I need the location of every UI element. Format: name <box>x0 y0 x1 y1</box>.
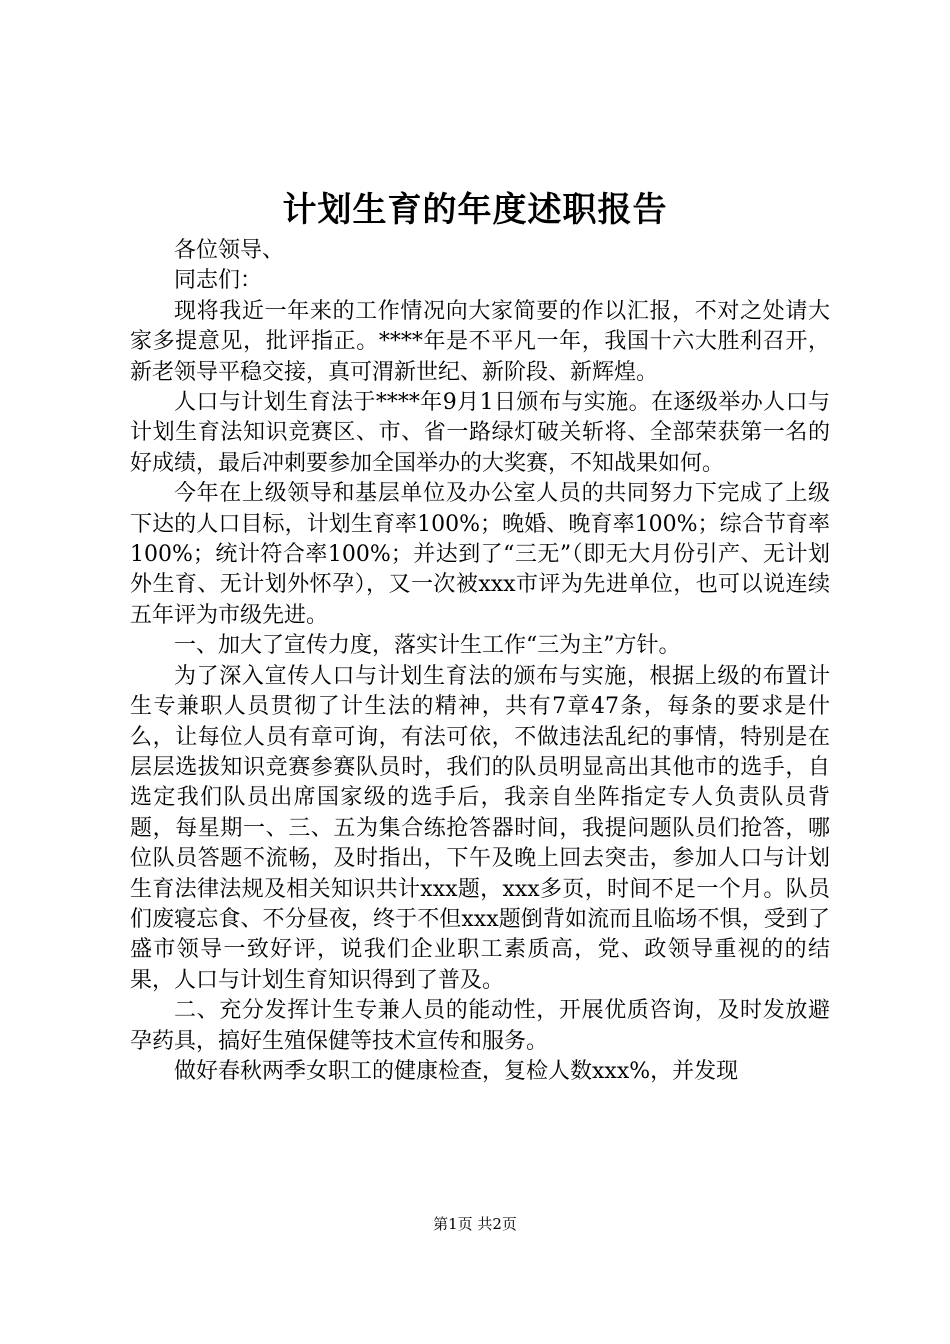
salutation-line-2: 同志们： <box>174 268 263 294</box>
section-heading-1: 一、加大了宣传力度，落实计生工作“三为主”方针。 <box>174 633 681 659</box>
document-body <box>130 236 830 1087</box>
paragraph-law: 人口与计划生育法于****年9月1日颁布与实施。在逐级举办人口与计划生育法知识竞赛区、市、省一路绿灯破关斩将、全部荣获第一名的好成绩，最后冲刺要参加全国举办的大奖赛，不知战果如何。 <box>130 390 830 476</box>
page-footer: 第1页 共2页 <box>433 1215 517 1233</box>
paragraph-health-check: 做好春秋两季女职工的健康检查，复检人数xxx%，并发现 <box>174 1058 739 1084</box>
paragraph-intro: 现将我近一年来的工作情况向大家简要的作以汇报，不对之处请大家多提意见，批评指正。****年是不平凡一年，我国十六大胜利召开，新老领导平稳交接，真可渭新世纪、新阶段、新辉煌。 <box>130 298 830 385</box>
paragraph-achievements: 今年在上级领导和基层单位及办公室人员的共同努力下完成了上级下达的人口目标，计划生育率100%；晚婚、晚育率100%；综合节育率100%；统计符合率100%；并达到了“三无”（即无大月份引产、无计划外生育、无计划外怀孕），又一次被xxx市评为先进单位，也可以说连续五年评为市级先进。 <box>130 481 830 628</box>
section-heading-2: 二、充分发挥计生专兼人员的能动性，开展优质咨询，及时发放避孕药具，搞好生殖保健等技术宣传和服务。 <box>130 998 830 1054</box>
paragraph-publicity: 为了深入宣传人口与计划生育法的颁布与实施，根据上级的布置计生专兼职人员贯彻了计生法的精神，共有7章47条，每条的要求是什么，让每位人员有章可询，有法可依，不做违法乱纪的事情，特别是在层层选拔知识竞赛参赛队员时，我们的队员明显高出其他市的选手，自选定我们队员出席国家级的选手后，我亲自坐阵指定专人负责队员背题，每星期一、三、五为集合练抢答器时间，我提问题队员们抢答，哪位队员答题不流畅，及时指出，下午及晚上回去突击，参加人口与计划生育法律法规及相关知识共计xxx题，xxx多页，时间不足一个月。队员们废寝忘食、不分昼夜，终于不但xxx题倒背如流而且临场不惧，受到了盛市领导一致好评，说我们企业职工素质高，党、政领导重视的的结果，人口与计划生育知识得到了普及。 <box>130 663 830 993</box>
document-title: 计划生育的年度述职报告 <box>282 190 668 230</box>
salutation-line-1: 各位领导、 <box>174 238 285 263</box>
